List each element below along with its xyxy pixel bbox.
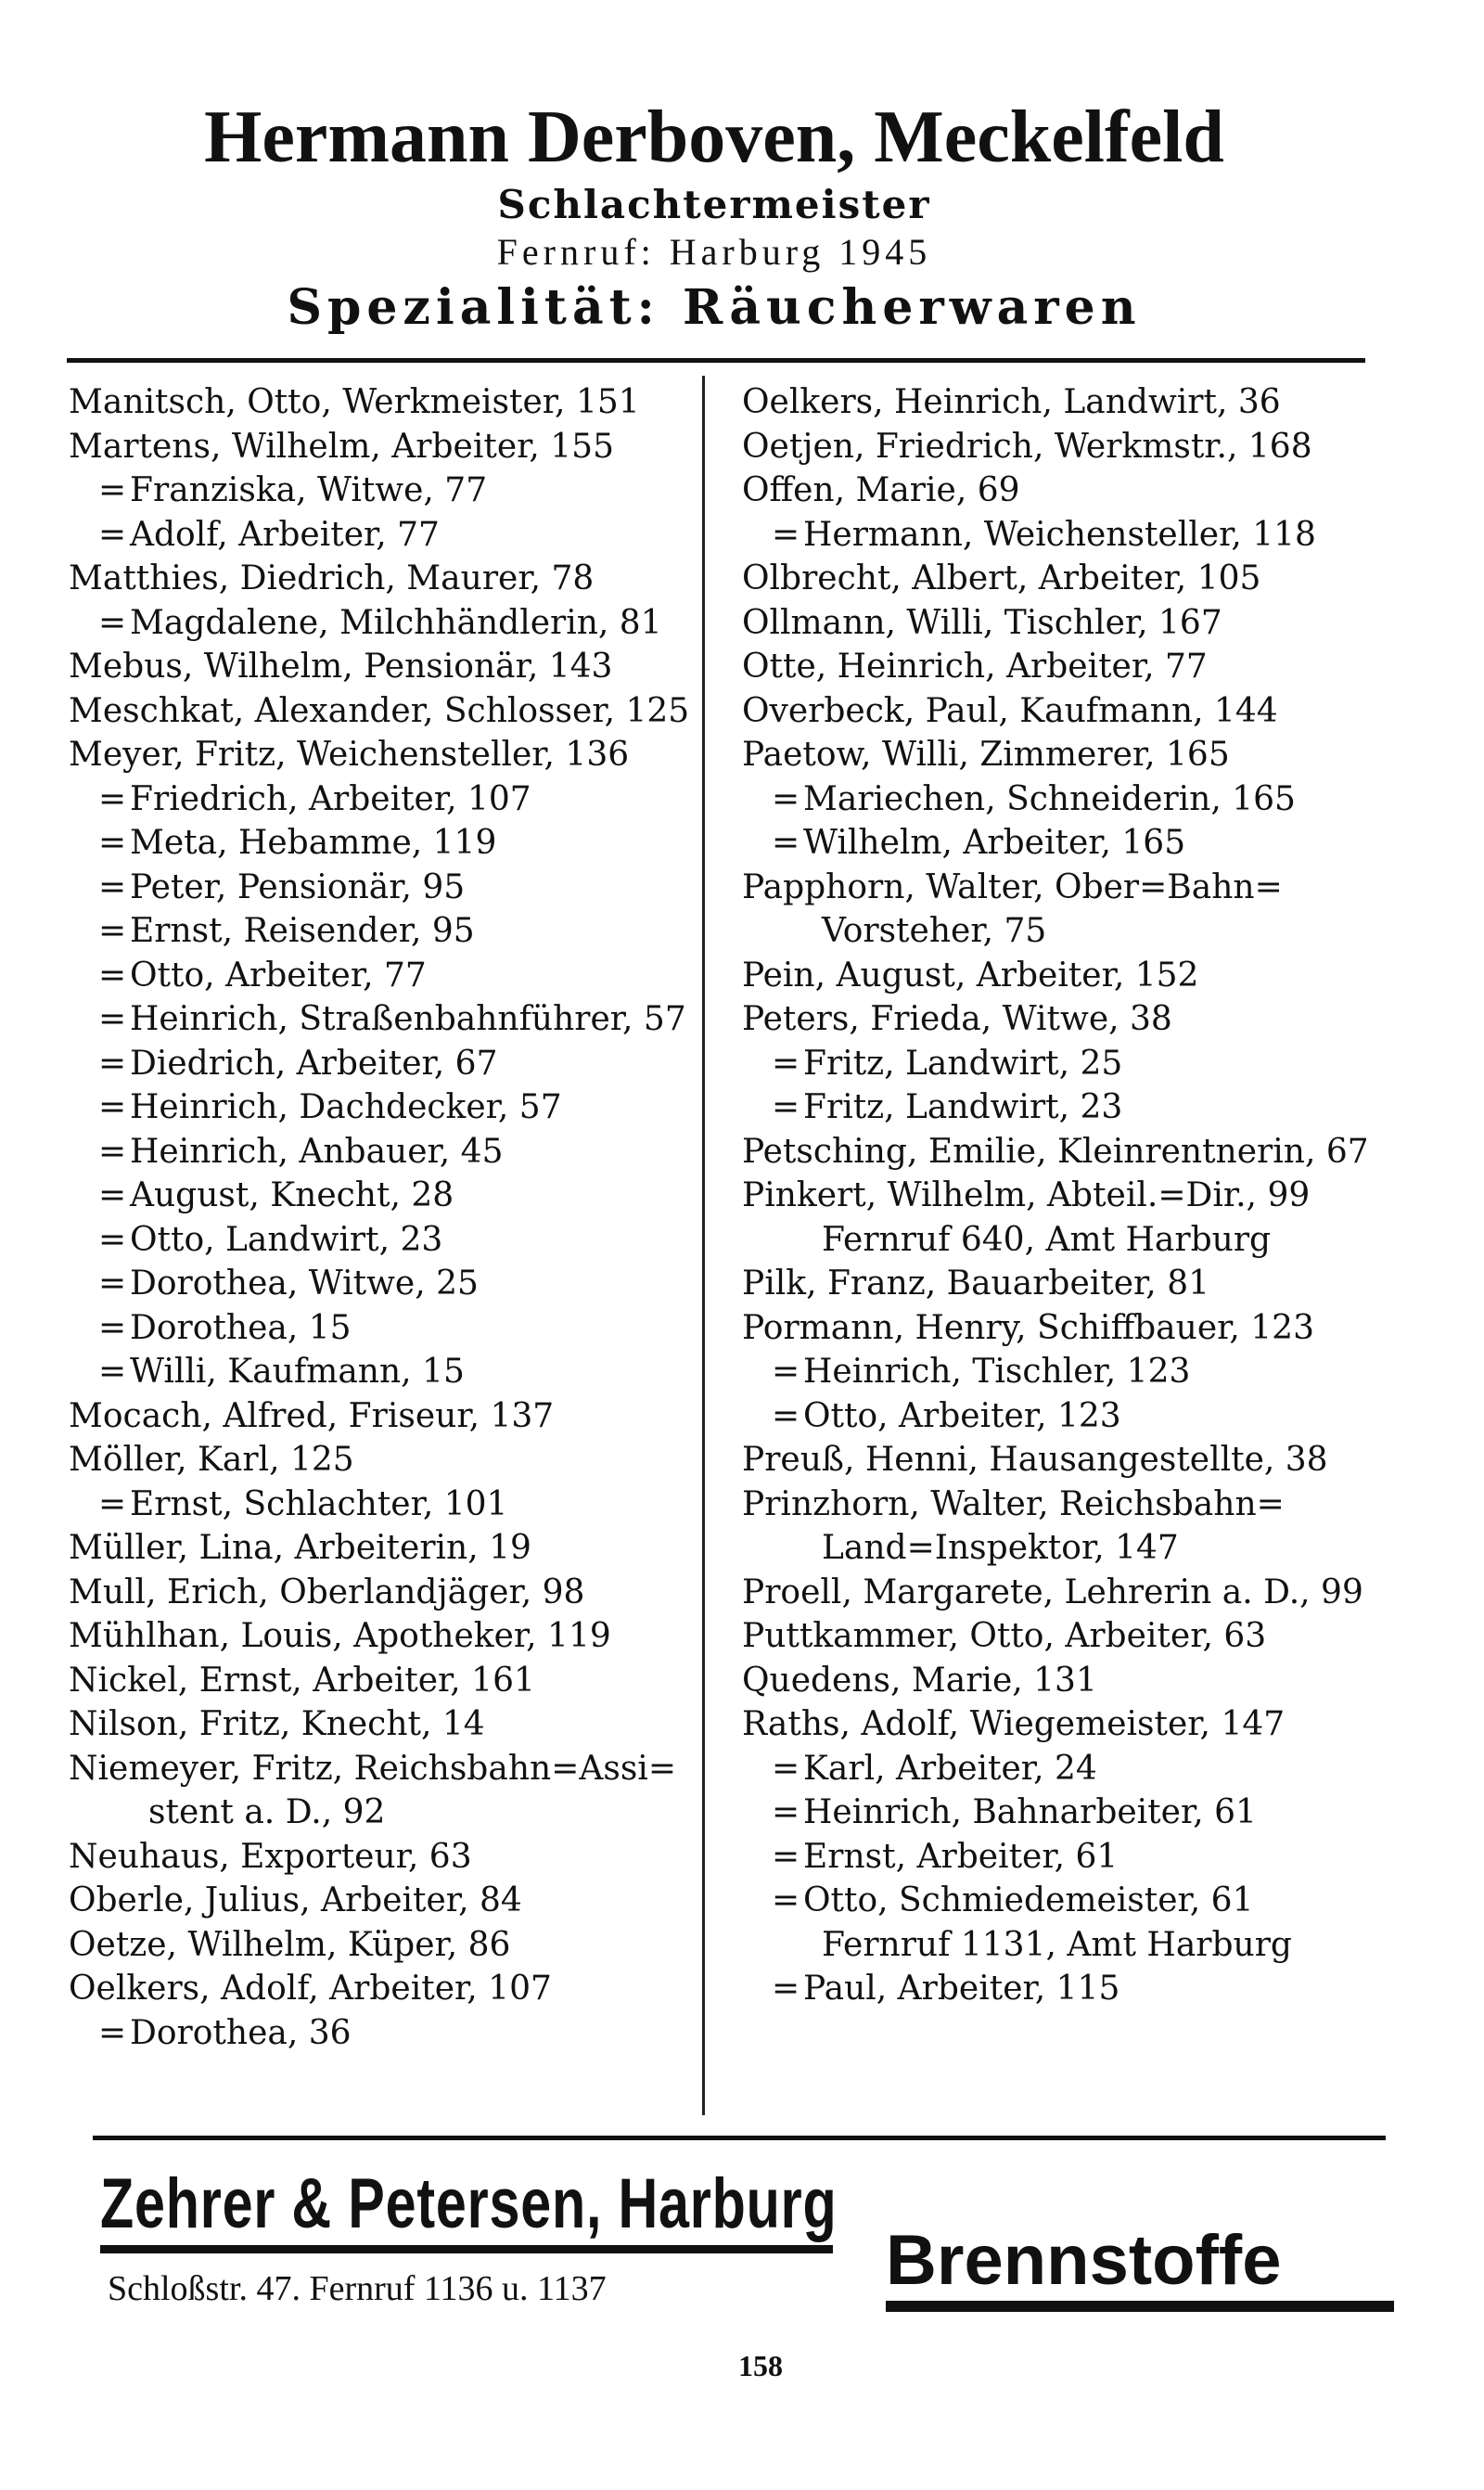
- directory-entry: [69, 601, 699, 646]
- directory-entry: [69, 513, 699, 558]
- directory-entry: [742, 1790, 1391, 1835]
- directory-entry: [69, 1438, 699, 1482]
- entry-text: Raths, Adolf, Wiegemeister, 147: [742, 1705, 1286, 1743]
- entry-text: Diedrich, Arbeiter, 67: [130, 1044, 498, 1083]
- directory-entry: [742, 1747, 1391, 1791]
- entry-text: Nilson, Fritz, Knecht, 14: [69, 1705, 485, 1743]
- entry-text: Land=Inspektor, 147: [822, 1529, 1179, 1567]
- directory-entry: [742, 1571, 1391, 1615]
- ditto-mark: =: [772, 779, 800, 818]
- entry-text: Otto, Schmiedemeister, 61: [803, 1881, 1254, 1919]
- directory-entry: [69, 1174, 699, 1218]
- entry-text: Vorsteher, 75: [822, 912, 1047, 950]
- directory-entry: [69, 1571, 699, 1615]
- directory-entry: [742, 1174, 1391, 1218]
- entry-text: Peter, Pensionär, 95: [130, 867, 466, 906]
- footer-firm-name: Zehrer & Petersen, Harburg: [100, 2164, 838, 2243]
- ditto-mark: =: [98, 1132, 127, 1171]
- advertiser-name: Hermann Derboven, Meckelfeld: [204, 96, 1224, 178]
- entry-text: Meyer, Fritz, Weichensteller, 136: [69, 736, 630, 774]
- entry-text: Otte, Heinrich, Arbeiter, 77: [742, 648, 1208, 686]
- page-number: 158: [738, 2349, 783, 2382]
- directory-entry: [69, 645, 699, 689]
- directory-entry: [742, 997, 1391, 1042]
- ditto-mark: =: [98, 1308, 127, 1347]
- directory-entry: [69, 1085, 699, 1130]
- entry-text: Möller, Karl, 125: [69, 1441, 354, 1479]
- directory-entry: [69, 1130, 699, 1174]
- ditto-mark: =: [772, 1793, 800, 1831]
- ditto-mark: =: [98, 603, 127, 642]
- entry-text: Otto, Arbeiter, 77: [130, 956, 427, 995]
- directory-entry: [742, 557, 1391, 601]
- ditto-mark: =: [98, 1176, 127, 1214]
- entry-text: Mocach, Alfred, Friseur, 137: [69, 1396, 555, 1435]
- advertiser-trade: Schlachtermeister: [497, 182, 931, 227]
- advertiser-phone: Fernruf: Harburg 1945: [496, 231, 932, 273]
- entry-text: Ernst, Arbeiter, 61: [803, 1837, 1119, 1876]
- directory-entry: [69, 1350, 699, 1394]
- directory-entry: [69, 1042, 699, 1086]
- entry-text: Olbrecht, Albert, Arbeiter, 105: [742, 559, 1261, 597]
- ditto-mark: =: [98, 1220, 127, 1259]
- directory-entry: [742, 1438, 1391, 1482]
- directory-entry: [742, 380, 1391, 425]
- directory-entry: [742, 1394, 1391, 1439]
- entry-text: Fernruf 640, Amt Harburg: [822, 1220, 1272, 1259]
- ditto-mark: =: [772, 515, 800, 554]
- directory-entry: [742, 601, 1391, 646]
- ditto-mark: =: [98, 912, 127, 950]
- entry-text: Oelkers, Adolf, Arbeiter, 107: [69, 1970, 552, 2008]
- directory-entry: [742, 733, 1391, 777]
- ditto-mark: =: [98, 1044, 127, 1083]
- entry-text: Ollmann, Willi, Tischler, 167: [742, 603, 1222, 642]
- directory-entry: [69, 777, 699, 822]
- entry-text: Wilhelm, Arbeiter, 165: [803, 824, 1186, 862]
- ditto-mark: =: [772, 1970, 800, 2008]
- entry-text: Neuhaus, Exporteur, 63: [69, 1837, 472, 1876]
- entry-text: Fritz, Landwirt, 23: [803, 1088, 1123, 1126]
- entry-text: Paetow, Willi, Zimmerer, 165: [742, 736, 1230, 774]
- directory-entry: [742, 821, 1391, 866]
- entry-text: Matthies, Diedrich, Maurer, 78: [69, 559, 595, 597]
- entry-text: Oetze, Wilhelm, Küper, 86: [69, 1925, 511, 1964]
- ditto-mark: =: [98, 824, 127, 862]
- directory-entry: [742, 1923, 1391, 1968]
- footer-firm-address: Schloßstr. 47. Fernruf 1136 u. 1137: [108, 2269, 607, 2308]
- directory-entry: [742, 1306, 1391, 1351]
- directory-entry: [742, 866, 1391, 910]
- entry-text: Heinrich, Anbauer, 45: [130, 1132, 504, 1171]
- ditto-mark: =: [98, 1353, 127, 1391]
- entry-text: Oelkers, Heinrich, Landwirt, 36: [742, 383, 1281, 421]
- directory-entry: [69, 1218, 699, 1263]
- directory-entry: [742, 1879, 1391, 1923]
- entry-text: Oberle, Julius, Arbeiter, 84: [69, 1881, 522, 1919]
- directory-entry: [69, 866, 699, 910]
- directory-entry: [69, 1923, 699, 1968]
- ditto-mark: =: [98, 956, 127, 995]
- directory-entry: [742, 1042, 1391, 1086]
- directory-entry: [742, 1350, 1391, 1394]
- directory-entry: [742, 1218, 1391, 1263]
- directory-entry: [69, 1835, 699, 1880]
- ditto-mark: =: [772, 1749, 800, 1788]
- entry-text: Papphorn, Walter, Ober=Bahn=: [742, 867, 1283, 906]
- ditto-mark: =: [98, 515, 127, 554]
- directory-entry: [742, 468, 1391, 513]
- entry-text: Niemeyer, Fritz, Reichsbahn=Assi=: [69, 1749, 676, 1788]
- ditto-mark: =: [98, 1264, 127, 1303]
- directory-entry: [69, 380, 699, 425]
- entry-text: Preuß, Henni, Hausangestellte, 38: [742, 1441, 1328, 1479]
- directory-entry: [742, 1614, 1391, 1659]
- advertiser-specialty: Spezialität: Räucherwaren: [287, 279, 1142, 336]
- entry-text: Adolf, Arbeiter, 77: [130, 515, 440, 554]
- entry-text: Meschkat, Alexander, Schlosser, 125: [69, 691, 690, 730]
- entry-text: Oetjen, Friedrich, Werkmstr., 168: [742, 427, 1312, 466]
- ditto-mark: =: [772, 1837, 800, 1876]
- entry-text: Heinrich, Tischler, 123: [803, 1353, 1191, 1391]
- header-divider: [67, 358, 1365, 363]
- entry-text: Mühlhan, Louis, Apotheker, 119: [69, 1617, 611, 1655]
- directory-entry: [69, 909, 699, 954]
- directory-entry: [742, 513, 1391, 558]
- entry-text: Heinrich, Dachdecker, 57: [130, 1088, 562, 1126]
- directory-entry: [742, 645, 1391, 689]
- entry-text: Puttkammer, Otto, Arbeiter, 63: [742, 1617, 1267, 1655]
- entry-text: Martens, Wilhelm, Arbeiter, 155: [69, 427, 614, 466]
- ditto-mark: =: [772, 1044, 800, 1083]
- ditto-mark: =: [772, 1881, 800, 1919]
- ditto-mark: =: [772, 1353, 800, 1391]
- entry-text: Hermann, Weichensteller, 118: [803, 515, 1316, 554]
- entry-text: Meta, Hebamme, 119: [130, 824, 497, 862]
- entry-text: Dorothea, Witwe, 25: [130, 1264, 479, 1303]
- footer-firm-underline: [100, 2245, 833, 2253]
- directory-entry: [742, 1130, 1391, 1174]
- directory-column-right: [742, 380, 1391, 2011]
- entry-text: Pilk, Franz, Bauarbeiter, 81: [742, 1264, 1209, 1303]
- directory-entry: [69, 1394, 699, 1439]
- entry-text: Proell, Margarete, Lehrerin a. D., 99: [742, 1572, 1363, 1611]
- directory-entry: [742, 1835, 1391, 1880]
- header-advertisement: [65, 93, 1363, 340]
- directory-entry: [69, 1967, 699, 2011]
- directory-entry: [69, 1659, 699, 1703]
- directory-entry: [742, 909, 1391, 954]
- directory-entry: [69, 1262, 699, 1306]
- entry-text: Fritz, Landwirt, 25: [803, 1044, 1123, 1083]
- entry-text: Dorothea, 36: [130, 2013, 352, 2052]
- entry-text: Magdalene, Milchhändlerin, 81: [130, 603, 662, 642]
- footer-divider: [93, 2136, 1386, 2140]
- entry-text: Mariechen, Schneiderin, 165: [803, 779, 1296, 818]
- entry-text: Friedrich, Arbeiter, 107: [130, 779, 531, 818]
- directory-entry: [742, 777, 1391, 822]
- directory-entry: [742, 1526, 1391, 1571]
- entry-text: Otto, Landwirt, 23: [130, 1220, 443, 1259]
- entry-text: Offen, Marie, 69: [742, 471, 1020, 509]
- footer-product-underline: [886, 2301, 1394, 2312]
- directory-entry: [742, 689, 1391, 734]
- ditto-mark: =: [98, 1000, 127, 1038]
- ditto-mark: =: [772, 1396, 800, 1435]
- directory-entry: [69, 1702, 699, 1747]
- directory-entry: [742, 954, 1391, 998]
- directory-entry: [69, 1747, 699, 1791]
- entry-text: Ernst, Schlachter, 101: [130, 1484, 508, 1523]
- directory-entry: [69, 821, 699, 866]
- ditto-mark: =: [98, 779, 127, 818]
- directory-column-left: [69, 380, 699, 2055]
- directory-entry: [69, 733, 699, 777]
- directory-entry: [742, 1967, 1391, 2011]
- entry-text: Overbeck, Paul, Kaufmann, 144: [742, 691, 1278, 730]
- entry-text: Heinrich, Straßenbahnführer, 57: [130, 1000, 686, 1038]
- directory-entry: [69, 997, 699, 1042]
- entry-text: Nickel, Ernst, Arbeiter, 161: [69, 1661, 535, 1700]
- directory-entry: [69, 468, 699, 513]
- directory-entry: [69, 1306, 699, 1351]
- entry-text: Prinzhorn, Walter, Reichsbahn=: [742, 1484, 1285, 1523]
- entry-text: August, Knecht, 28: [130, 1176, 454, 1214]
- entry-text: Heinrich, Bahnarbeiter, 61: [803, 1793, 1257, 1831]
- directory-entry: [742, 1659, 1391, 1703]
- entry-text: Mebus, Wilhelm, Pensionär, 143: [69, 648, 613, 686]
- directory-entry: [69, 557, 699, 601]
- directory-entry: [69, 2011, 699, 2056]
- entry-text: Pinkert, Wilhelm, Abteil.=Dir., 99: [742, 1176, 1311, 1214]
- column-divider: [702, 376, 705, 2115]
- directory-entry: [742, 1262, 1391, 1306]
- entry-text: Otto, Arbeiter, 123: [803, 1396, 1121, 1435]
- entry-text: Pormann, Henry, Schiffbauer, 123: [742, 1308, 1314, 1347]
- ditto-mark: =: [772, 824, 800, 862]
- directory-entry: [742, 1482, 1391, 1527]
- ditto-mark: =: [98, 1484, 127, 1523]
- entry-text: Franziska, Witwe, 77: [130, 471, 488, 509]
- directory-entry: [69, 1526, 699, 1571]
- entry-text: Karl, Arbeiter, 24: [803, 1749, 1097, 1788]
- directory-entry: [69, 1879, 699, 1923]
- entry-text: Willi, Kaufmann, 15: [130, 1353, 465, 1391]
- entry-text: Peters, Frieda, Witwe, 38: [742, 1000, 1172, 1038]
- entry-text: stent a. D., 92: [148, 1793, 386, 1831]
- entry-text: Paul, Arbeiter, 115: [803, 1970, 1120, 2008]
- ditto-mark: =: [98, 1088, 127, 1126]
- directory-entry: [742, 425, 1391, 469]
- directory-entry: [69, 954, 699, 998]
- entry-text: Mull, Erich, Oberlandjäger, 98: [69, 1572, 585, 1611]
- ditto-mark: =: [98, 867, 127, 906]
- entry-text: Petsching, Emilie, Kleinrentnerin, 67: [742, 1132, 1369, 1171]
- directory-entry: [69, 1790, 699, 1835]
- entry-text: Pein, August, Arbeiter, 152: [742, 956, 1199, 995]
- entry-text: Müller, Lina, Arbeiterin, 19: [69, 1529, 531, 1567]
- ditto-mark: =: [772, 1088, 800, 1126]
- footer-product: Brennstoffe: [886, 2221, 1282, 2300]
- ditto-mark: =: [98, 471, 127, 509]
- directory-entry: [742, 1085, 1391, 1130]
- entry-text: Fernruf 1131, Amt Harburg: [822, 1925, 1292, 1964]
- directory-entry: [69, 1614, 699, 1659]
- directory-entry: [742, 1702, 1391, 1747]
- directory-entry: [69, 689, 699, 734]
- entry-text: Ernst, Reisender, 95: [130, 912, 475, 950]
- entry-text: Manitsch, Otto, Werkmeister, 151: [69, 383, 640, 421]
- entry-text: Dorothea, 15: [130, 1308, 352, 1347]
- ditto-mark: =: [98, 2013, 127, 2052]
- entry-text: Quedens, Marie, 131: [742, 1661, 1097, 1700]
- directory-entry: [69, 1482, 699, 1527]
- directory-entry: [69, 425, 699, 469]
